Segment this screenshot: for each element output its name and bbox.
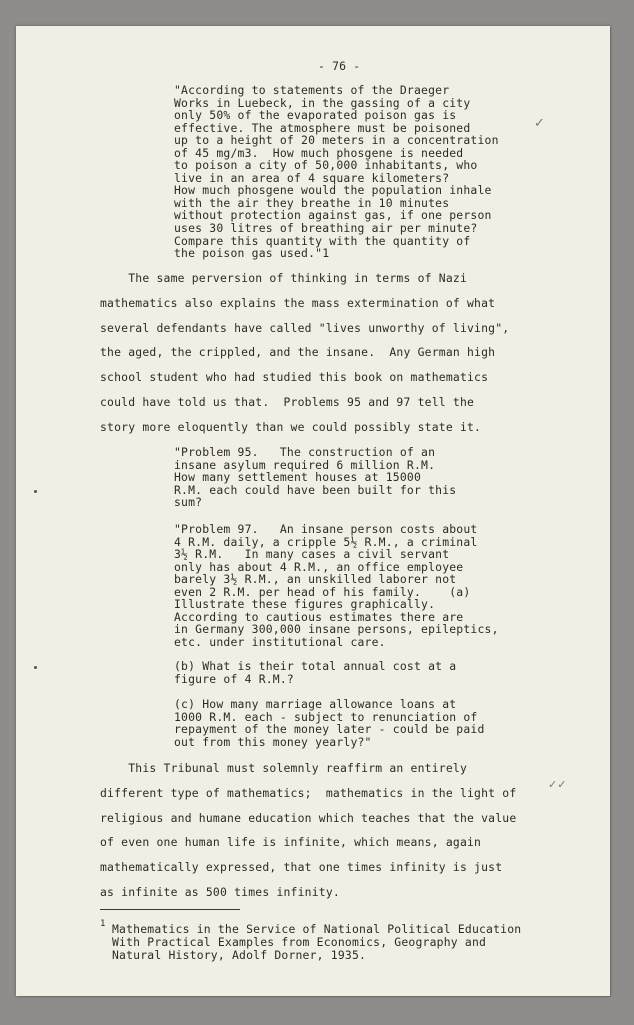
margin-double-check-icon: ✓✓	[548, 778, 567, 791]
paragraph-tribunal: This Tribunal must solemnly reaffirm an entirely different type of mathematics; mathematics in the light of religious and humane education which teaches that the value of even one human life is infinite, which means, again mathematically expressed, that one times infinity is just as infinite as 500 times infinity.	[100, 761, 517, 899]
footnote-divider	[100, 909, 240, 910]
document-page	[16, 26, 610, 996]
quote-problem-97-b: (b) What is their total annual cost at a figure of 4 R.M.?	[174, 659, 457, 686]
quote-problem-97-c: (c) How many marriage allowance loans at 1000 R.M. each - subject to renunciation of repayment of the money later - could be paid out from this money yearly?"	[174, 697, 485, 749]
paragraph-nazi-mathematics: The same perversion of thinking in terms of Nazi mathematics also explains the mass extermination of what several defendants have called "lives unworthy of living", the aged, the crippled, and the insane. Any German high school student who had studied this book on mathematics could have told us that. Problems 95 and 97 tell the story more eloquently than we could possibly state it.	[100, 271, 510, 434]
margin-dot	[34, 490, 37, 493]
footnote-marker: 1	[100, 919, 106, 929]
quote-problem-97: "Problem 97. An insane person costs about 4 R.M. daily, a cripple 5½ R.M., a criminal 3½ R.M. In many cases a civil servant only has about 4 R.M., an office employee barely 3½ R.M., an unskilled laborer not even 2 R.M. per head of his family. (a) Illustrate these figures graphically. According to cautious estimates there are in Germany 300,000 insane persons, epileptics, etc. under institutional care.	[174, 522, 499, 649]
margin-check-icon: ✓	[534, 116, 545, 131]
margin-dot	[34, 666, 37, 669]
quote-problem-95: "Problem 95. The construction of an insane asylum required 6 million R.M. How many settlement houses at 15000 R.M. each could have been built for this sum?	[174, 445, 457, 510]
quote-draeger: "According to statements of the Draeger Works in Luebeck, in the gassing of a city only 50% of the evaporated poison gas is effective. The atmosphere must be poisoned up to a height of 20 meters in a concentration of 45 mg/m3. How much phosgene is needed to poison a city of 50,000 inhabitants, who live in an area of 4 square kilometers? How much phosgene would the population inhale with the air they breathe in 10 minutes without protection against gas, if one person uses 30 litres of breathing air per minute? Compare this quantity with the quantity of the poison gas used."1	[174, 83, 499, 261]
page-number: - 76 -	[318, 59, 361, 73]
footnote-text: Mathematics in the Service of National Political Education With Practical Examples from Economics, Geography and Natural History, Adolf Dorner, 1935.	[112, 922, 522, 962]
